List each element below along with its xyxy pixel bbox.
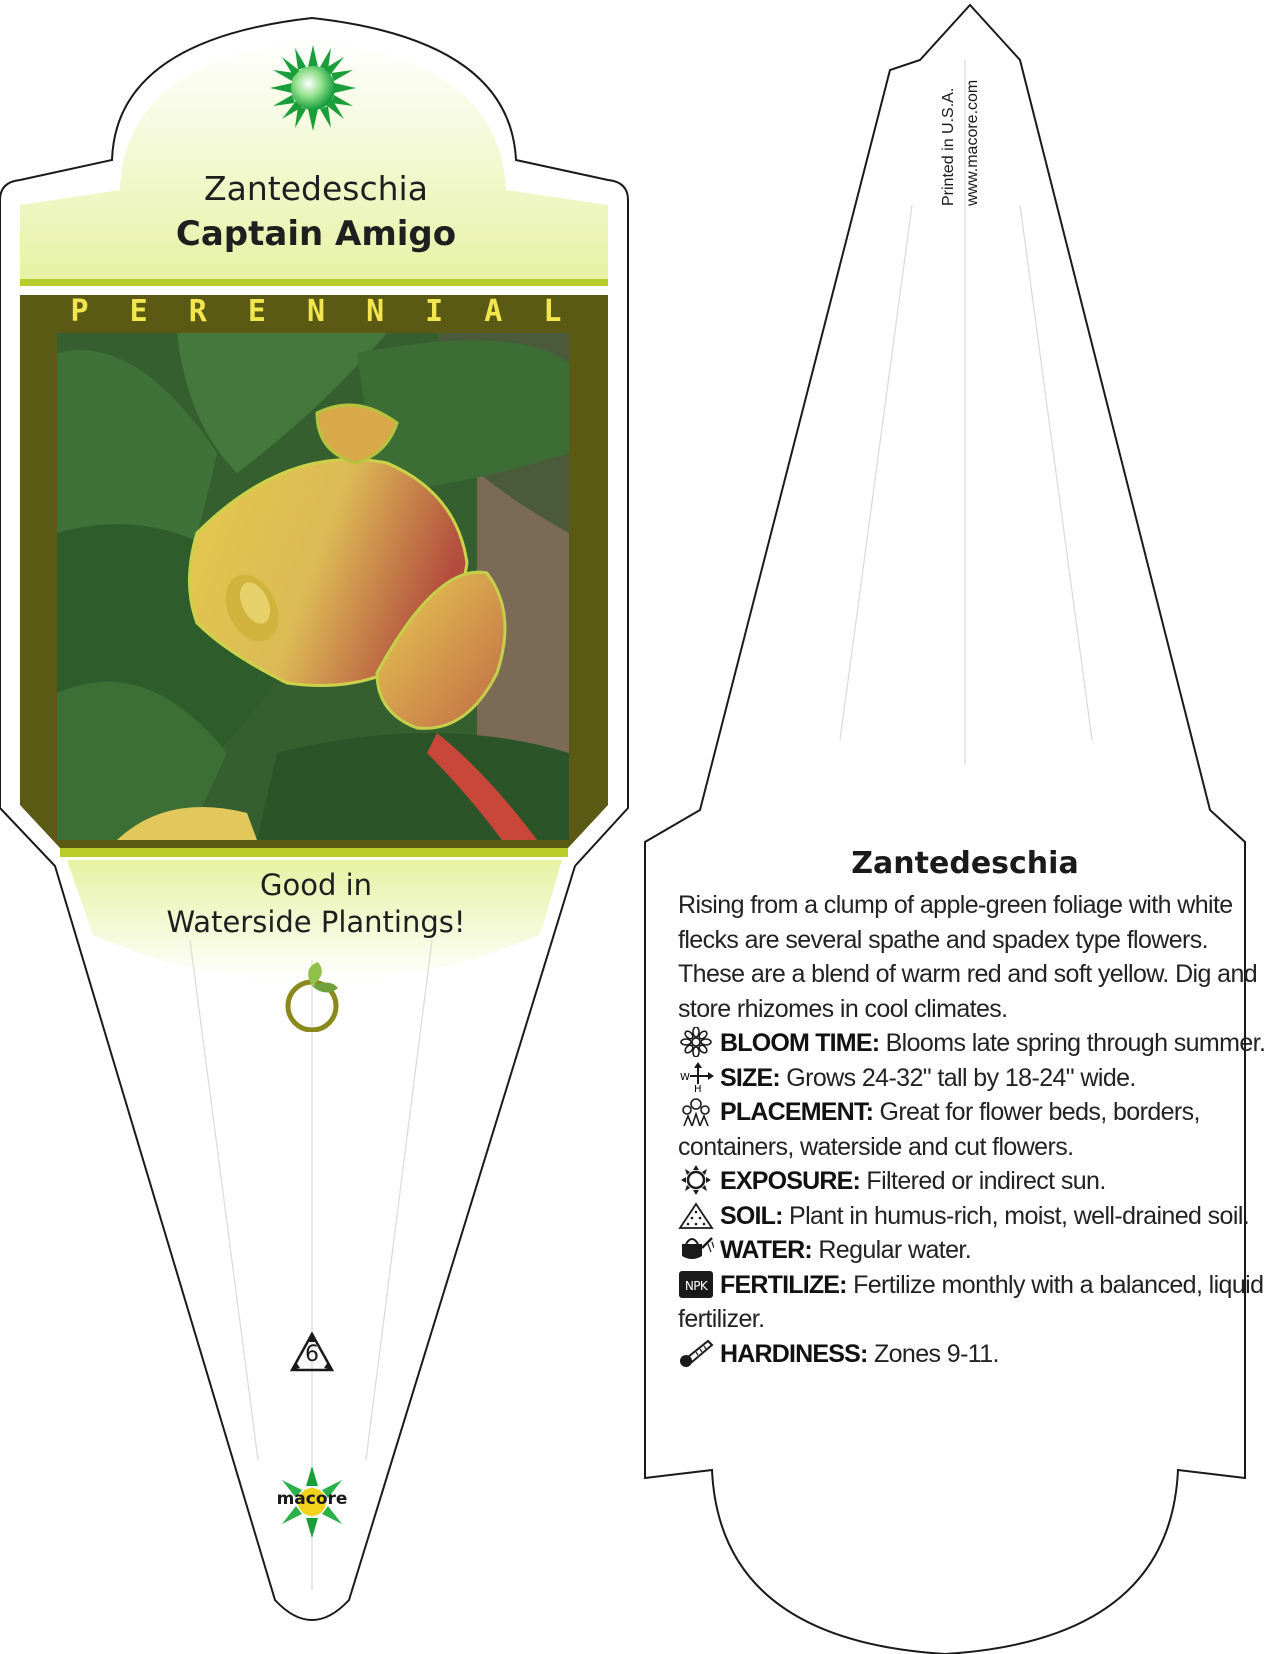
soil-label: SOIL: xyxy=(720,1201,783,1230)
soil-icon xyxy=(678,1200,714,1230)
category-letter: R xyxy=(188,294,207,329)
category-letter: A xyxy=(484,294,503,329)
care-row-bloom xyxy=(678,1026,1268,1061)
size-arrows-icon xyxy=(678,1062,714,1092)
size-h-letter: H xyxy=(694,1083,701,1092)
sun-icon xyxy=(678,1165,714,1195)
category-letter: N xyxy=(306,294,326,329)
size-label: SIZE: xyxy=(720,1063,780,1092)
tagline-line-1: Good in xyxy=(259,868,373,902)
care-row-hardiness xyxy=(678,1337,1268,1372)
sun-logo-icon xyxy=(270,45,356,131)
fertilize-text: Fertilize monthly with a balanced, liquid fertilizer. xyxy=(678,1270,1264,1333)
care-row-water xyxy=(678,1233,1268,1268)
category-letter: P xyxy=(70,294,89,329)
fertilize-label: FERTILIZE: xyxy=(720,1270,847,1299)
printed-in-label: Printed in U.S.A. xyxy=(940,87,957,206)
placement-text: Great for flower beds, borders, containers, waterside and cut flowers. xyxy=(678,1098,1200,1161)
website-label: www.macore.com xyxy=(964,79,981,206)
watering-can-icon xyxy=(678,1234,714,1264)
front-tagline xyxy=(60,867,572,941)
front-plant-genus: Zantedeschia xyxy=(204,169,428,208)
tagline-line-2: Waterside Plantings! xyxy=(166,905,466,939)
exposure-text: Filtered or indirect sun. xyxy=(866,1167,1106,1195)
category-letter: I xyxy=(425,294,444,329)
care-instructions xyxy=(678,888,1268,1371)
bloom-label: BLOOM TIME: xyxy=(720,1029,880,1057)
category-letter: L xyxy=(543,294,562,329)
front-plant-variety: Captain Amigo xyxy=(175,214,457,254)
exposure-label: EXPOSURE: xyxy=(720,1167,861,1195)
thermometer-icon xyxy=(678,1338,714,1368)
category-banner xyxy=(20,294,612,329)
soil-text: Plant in humus-rich, moist, well-drained soil. xyxy=(789,1201,1250,1230)
npk-label: NPK xyxy=(684,1278,708,1293)
care-row-size xyxy=(678,1061,1268,1096)
back-tag-outline xyxy=(640,0,1277,1654)
water-label: WATER: xyxy=(720,1236,812,1264)
placement-icon xyxy=(678,1096,714,1126)
care-row-soil xyxy=(678,1199,1268,1234)
category-letter: N xyxy=(366,294,385,329)
npk-icon xyxy=(678,1269,714,1299)
bloom-text: Blooms late spring through summer. xyxy=(885,1029,1266,1057)
recycle-number: 6 xyxy=(305,1342,319,1367)
plant-description: Rising from a clump of apple-green foliage with white flecks are several spathe and spadex type flowers. These are a blend of warm red and soft yellow. Dig and store rhizomes in cool climates. xyxy=(678,891,1258,1023)
size-w-letter: W xyxy=(680,1071,690,1083)
care-row-exposure xyxy=(678,1164,1268,1199)
water-text: Regular water. xyxy=(818,1236,972,1264)
brand-wordmark: macore xyxy=(276,1489,348,1509)
care-row-fertilize xyxy=(678,1268,1268,1337)
placement-label: PLACEMENT: xyxy=(720,1098,874,1126)
bulb-seed-icon xyxy=(282,960,342,1032)
care-row-placement xyxy=(678,1095,1268,1164)
plant-photo xyxy=(57,333,569,840)
size-text: Grows 24-32" tall by 18-24" wide. xyxy=(786,1063,1136,1092)
flower-icon xyxy=(678,1027,714,1057)
category-letter: E xyxy=(129,294,148,329)
category-letter: E xyxy=(247,294,266,329)
back-title: Zantedeschia xyxy=(851,846,1079,881)
hardiness-text: Zones 9-11. xyxy=(873,1339,999,1368)
hardiness-label: HARDINESS: xyxy=(720,1339,868,1368)
